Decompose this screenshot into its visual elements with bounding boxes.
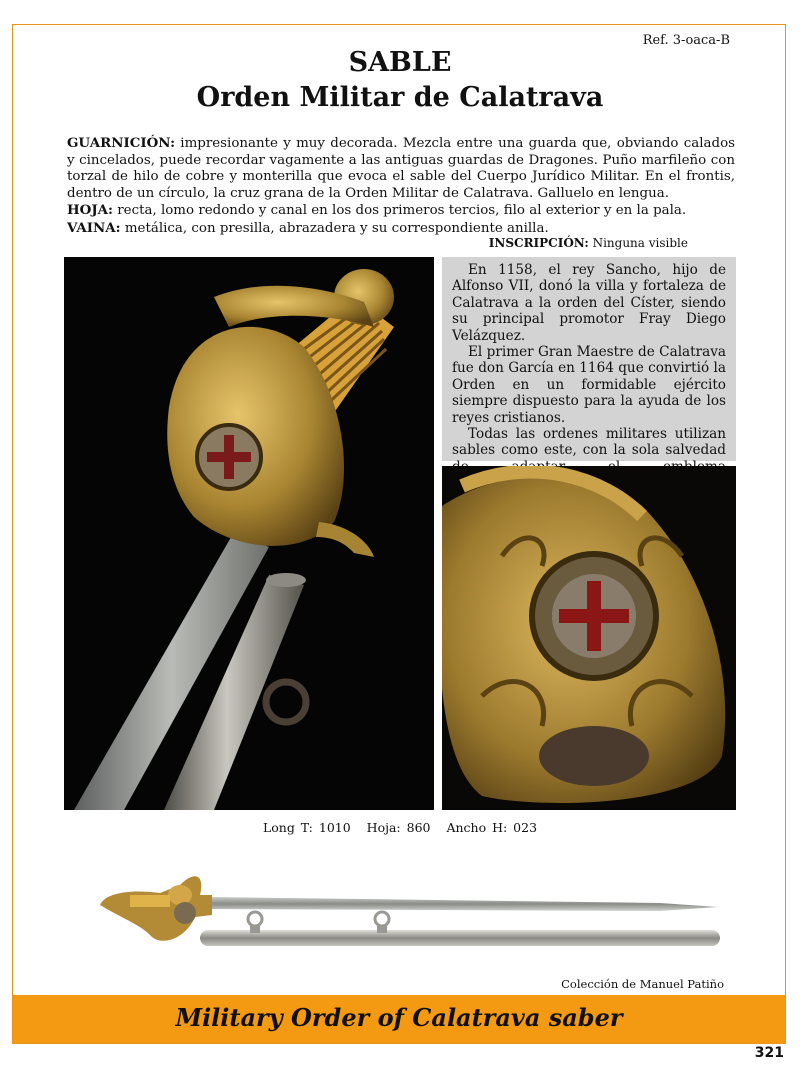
description-block (67, 135, 735, 237)
history-paragraph: Todas las ordenes militares utilizan sables como este, con la sola salvedad (452, 426, 726, 459)
english-title-band: Military Order of Calatrava saber (13, 995, 785, 1043)
guarnicion-label: GUARNICIÓN: (67, 135, 176, 151)
sword-hilt-photo (64, 257, 434, 810)
full-sword-photo (100, 855, 725, 960)
collection-credit: Colección de Manuel Patiño (561, 977, 724, 991)
inscription-value: Ninguna visible (588, 236, 688, 250)
history-paragraph: En 1158, el rey Sancho, hijo de Alfonso VII, donó la villa y fortaleza de Calatrava a la orden del Císter, siendo su principal promotor Fray Diego Velázquez. (452, 262, 726, 344)
length-total: Long T: 1010 (262, 820, 351, 835)
measurements (0, 820, 800, 835)
history-box (442, 257, 736, 461)
guarnicion-text: impresionante y muy decorada. Mezcla entre una guarda que, obviando calados y cincelados, puede recordar vagamente a las antiguas guardas de Dragones. Puño marfileño con torzal de hilo de cobre y monterilla que evoca el sable del Cuerpo Jurídico Militar. En el frontis, dentro de un círculo, la cruz grana de la Orden Militar de Calatrava. Galluelo en lengua. (67, 136, 735, 201)
guard-detail-photo (442, 466, 736, 810)
hoja-text: recta, lomo redondo y canal en los dos primeros tercios, filo al exterior y en la pala. (113, 203, 687, 218)
blade-length: Hoja: 860 (366, 820, 431, 835)
inscription-line (489, 236, 688, 250)
inscription-label: INSCRIPCIÓN: (488, 236, 589, 250)
reference-code: Ref. 3-oaca-B (642, 33, 730, 48)
page-number: 321 (754, 1045, 784, 1061)
vaina-label: VAINA: (67, 219, 121, 236)
vaina-text: metálica, con presilla, abrazadera y su correspondiente anilla. (120, 220, 549, 236)
page-subtitle: Orden Militar de Calatrava (196, 82, 604, 113)
page-title: SABLE (348, 47, 452, 78)
blade-width: Ancho H: 023 (446, 820, 538, 835)
history-paragraph: El primer Gran Maestre de Calatrava fue don García en 1164 que convirtió la Orden en un formidable ejército siempre dispuesto para la ayuda de los reyes cristianos. (452, 344, 726, 426)
hoja-label: HOJA: (67, 202, 113, 218)
